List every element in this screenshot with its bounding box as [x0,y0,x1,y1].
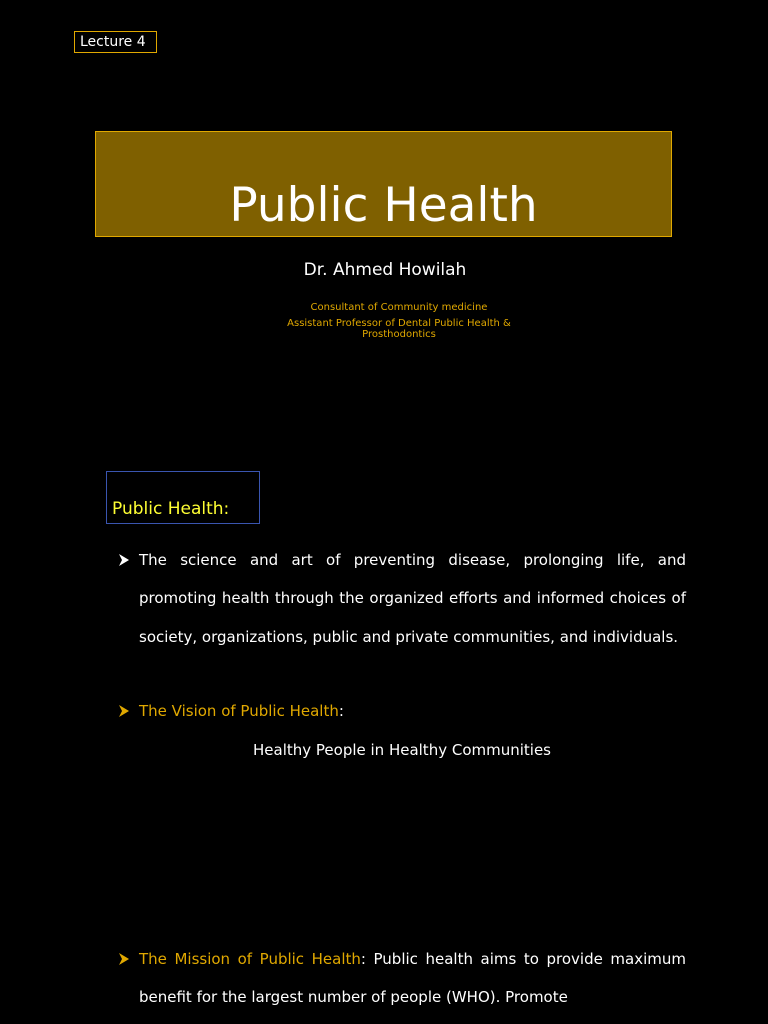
author-name: Dr. Ahmed Howilah [303,260,467,280]
lecture-label: Lecture 4 [74,31,157,53]
vision-colon: : [338,702,344,720]
vision-label: The Vision of Public Health [139,702,339,720]
mission-body: : Public health aims to provide maximum benefit for the largest number of people (WHO). Promote [139,950,687,1007]
section-heading-box [106,471,260,524]
arrow-bullet-icon [117,952,131,966]
vision-heading [139,700,344,722]
arrow-bullet-icon [117,553,131,567]
arrow-bullet-icon [117,704,131,718]
definition-text: The science and art of preventing disease, prolonging life, and promoting health through the organized efforts and informed choices of society, organizations, public and private communities, and individuals. [139,551,686,646]
affiliation-line-2: Assistant Professor of Dental Public Health & Prosthodontics [287,318,511,340]
mission-text [139,940,686,1017]
section-heading: Public Health: [112,499,230,519]
vision-statement: Healthy People in Healthy Communities [253,741,551,759]
mission-label: The Mission of Public Health [139,950,361,968]
page-title: Public Health [229,178,538,233]
affiliation-line-1: Consultant of Community medicine [310,302,488,313]
title-banner [95,131,672,237]
